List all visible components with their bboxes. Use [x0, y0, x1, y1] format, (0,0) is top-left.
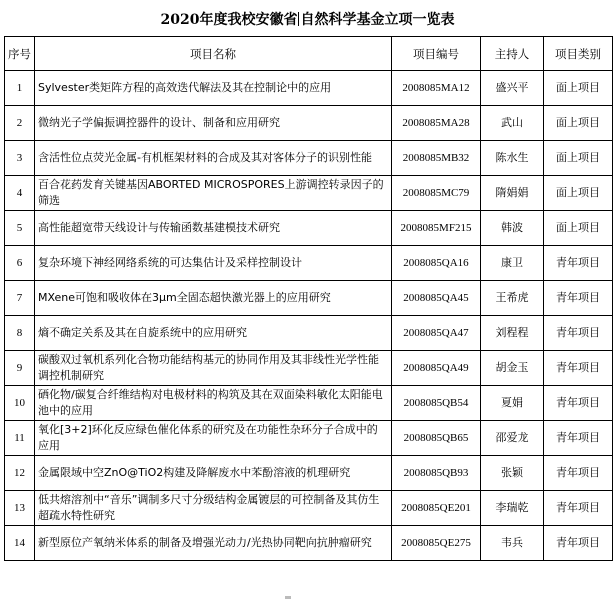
project-type-cell: 青年项目 — [544, 246, 613, 281]
scroll-marker — [285, 596, 291, 599]
project-type-cell: 青年项目 — [544, 421, 613, 456]
principal-investigator-cell: 韦兵 — [481, 526, 544, 561]
project-code-cell: 2008085QA47 — [392, 316, 481, 351]
row-number-cell: 13 — [5, 491, 35, 526]
row-number-cell: 10 — [5, 386, 35, 421]
principal-investigator-cell: 刘程程 — [481, 316, 544, 351]
table-row — [5, 141, 613, 176]
project-name-cell: 新型原位产氧纳米体系的制备及增强光动力/光热协同靶向抗肿瘤研究 — [35, 526, 392, 561]
project-type-cell: 青年项目 — [544, 316, 613, 351]
project-name-cell: 高性能超宽带天线设计与传输函数基建模技术研究 — [35, 211, 392, 246]
project-type-cell: 面上项目 — [544, 211, 613, 246]
row-number-cell: 8 — [5, 316, 35, 351]
project-type-cell: 青年项目 — [544, 386, 613, 421]
table-row — [5, 281, 613, 316]
row-number-cell: 9 — [5, 351, 35, 386]
principal-investigator-cell: 李瑞乾 — [481, 491, 544, 526]
table-row — [5, 526, 613, 561]
project-name-cell: MXene可饱和吸收体在3μm全固态超快激光器上的应用研究 — [35, 281, 392, 316]
principal-investigator-cell: 武山 — [481, 106, 544, 141]
project-code-cell: 2008085QB65 — [392, 421, 481, 456]
project-code-cell: 2008085MB32 — [392, 141, 481, 176]
project-name-cell: 熵不确定关系及其在自旋系统中的应用研究 — [35, 316, 392, 351]
project-type-cell: 青年项目 — [544, 456, 613, 491]
document-title — [0, 4, 615, 34]
row-number-cell: 14 — [5, 526, 35, 561]
project-code-cell: 2008085MA28 — [392, 106, 481, 141]
project-type-cell: 面上项目 — [544, 71, 613, 106]
project-type-cell: 青年项目 — [544, 526, 613, 561]
project-type-cell: 青年项目 — [544, 351, 613, 386]
title-part2: 自然科学基金立项一览表 — [300, 12, 455, 28]
table-row — [5, 386, 613, 421]
row-number-cell: 5 — [5, 211, 35, 246]
principal-investigator-cell: 陈水生 — [481, 141, 544, 176]
project-name-cell: 碳酸双过氧机系列化合物功能结构基元的协同作用及其非线性光学性能调控机制研究 — [35, 351, 392, 386]
project-type-cell: 面上项目 — [544, 176, 613, 211]
project-name-cell: Sylvester类矩阵方程的高效迭代解法及其在控制论中的应用 — [35, 71, 392, 106]
project-name-cell: 低共熔溶剂中“音乐”调制多尺寸分级结构金属镀层的可控制备及其仿生超疏水特性研究 — [35, 491, 392, 526]
principal-investigator-cell: 夏娟 — [481, 386, 544, 421]
project-type-cell: 面上项目 — [544, 141, 613, 176]
project-type-cell: 面上项目 — [544, 106, 613, 141]
header-type: 项目类别 — [544, 37, 613, 71]
table-row — [5, 456, 613, 491]
project-code-cell: 2008085MF215 — [392, 211, 481, 246]
table-header-row — [5, 37, 613, 71]
project-code-cell: 2008085MC79 — [392, 176, 481, 211]
project-code-cell: 2008085MA12 — [392, 71, 481, 106]
project-code-cell: 2008085QB93 — [392, 456, 481, 491]
project-type-cell: 青年项目 — [544, 281, 613, 316]
table-row — [5, 316, 613, 351]
principal-investigator-cell: 盛兴平 — [481, 71, 544, 106]
title-part1: 2020年度我校安徽省 — [160, 12, 298, 28]
header-code: 项目编号 — [392, 37, 481, 71]
project-name-cell: 复杂环境下神经网络系统的可达集估计及采样控制设计 — [35, 246, 392, 281]
row-number-cell: 3 — [5, 141, 35, 176]
project-type-cell: 青年项目 — [544, 491, 613, 526]
project-name-cell: 百合花药发育关键基因ABORTED MICROSPORES上游调控转录因子的筛选 — [35, 176, 392, 211]
project-code-cell: 2008085QA49 — [392, 351, 481, 386]
project-table — [4, 36, 613, 561]
table-row — [5, 211, 613, 246]
principal-investigator-cell: 韩波 — [481, 211, 544, 246]
text-cursor — [298, 12, 299, 26]
principal-investigator-cell: 隋娟娟 — [481, 176, 544, 211]
table-row — [5, 421, 613, 456]
row-number-cell: 12 — [5, 456, 35, 491]
row-number-cell: 11 — [5, 421, 35, 456]
row-number-cell: 7 — [5, 281, 35, 316]
project-name-cell: 微纳光子学偏振调控器件的设计、制备和应用研究 — [35, 106, 392, 141]
project-code-cell: 2008085QE201 — [392, 491, 481, 526]
row-number-cell: 2 — [5, 106, 35, 141]
table-row — [5, 176, 613, 211]
row-number-cell: 6 — [5, 246, 35, 281]
project-name-cell: 氧化[3+2]环化反应绿色催化体系的研究及在功能性杂环分子合成中的应用 — [35, 421, 392, 456]
project-code-cell: 2008085QB54 — [392, 386, 481, 421]
project-code-cell: 2008085QA16 — [392, 246, 481, 281]
table-row — [5, 246, 613, 281]
row-number-cell: 4 — [5, 176, 35, 211]
table-body — [5, 71, 613, 561]
header-host: 主持人 — [481, 37, 544, 71]
table-row — [5, 106, 613, 141]
table-row — [5, 71, 613, 106]
principal-investigator-cell: 张颖 — [481, 456, 544, 491]
project-name-cell: 金属限域中空ZnO@TiO2构建及降解废水中苯酚溶液的机理研究 — [35, 456, 392, 491]
principal-investigator-cell: 王希虎 — [481, 281, 544, 316]
principal-investigator-cell: 康卫 — [481, 246, 544, 281]
table-row — [5, 351, 613, 386]
row-number-cell: 1 — [5, 71, 35, 106]
table-row — [5, 491, 613, 526]
project-name-cell: 含活性位点荧光金属-有机框架材料的合成及其对客体分子的识别性能 — [35, 141, 392, 176]
principal-investigator-cell: 胡金玉 — [481, 351, 544, 386]
principal-investigator-cell: 邵爱龙 — [481, 421, 544, 456]
header-name: 项目名称 — [35, 37, 392, 71]
header-no: 序号 — [5, 37, 35, 71]
project-code-cell: 2008085QE275 — [392, 526, 481, 561]
project-name-cell: 硒化物/碳复合纤维结构对电极材料的构筑及其在双面染料敏化太阳能电池中的应用 — [35, 386, 392, 421]
project-code-cell: 2008085QA45 — [392, 281, 481, 316]
